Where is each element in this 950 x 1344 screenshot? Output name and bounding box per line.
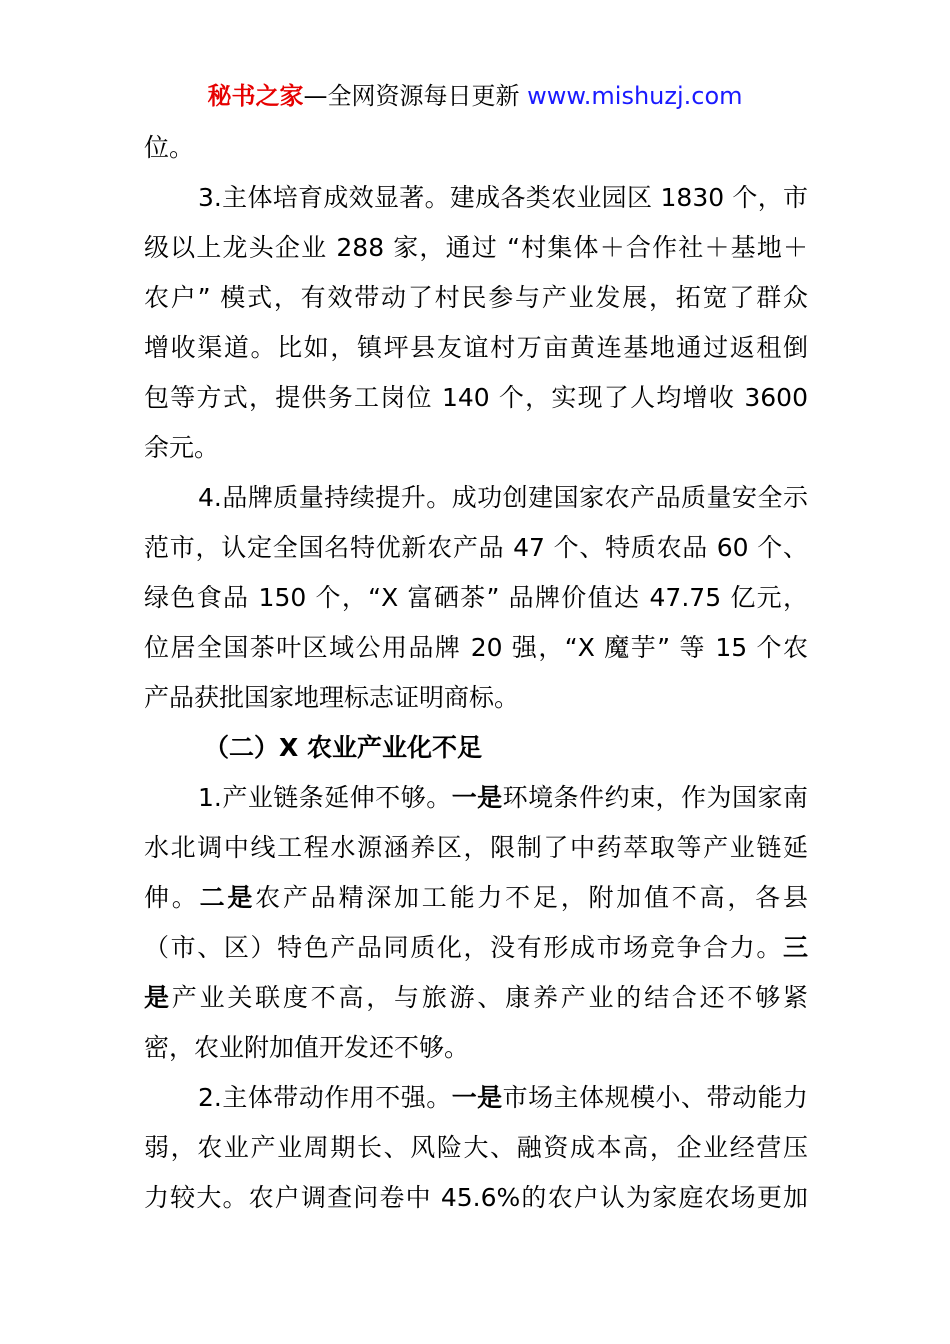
text-line: 级以上龙头企业 288 家，通过 “村集体＋合作社＋基地＋ [144, 233, 808, 262]
site-tagline: —全网资源每日更新 [303, 82, 528, 110]
text-line: 位居全国茶叶区域公用品牌 20 强，“X 魔芋” 等 15 个农 [144, 633, 808, 662]
text-line: 产品获批国家地理标志证明商标。 [144, 683, 520, 712]
site-url[interactable]: www.mishuzj.com [527, 82, 743, 110]
text-line: 增收渠道。比如，镇坪县友谊村万亩黄连基地通过返租倒 [144, 333, 808, 362]
text-line: 位。 [144, 133, 195, 162]
site-brand: 秘书之家 [207, 82, 304, 110]
text-line: 是产业关联度不高，与旅游、康养产业的结合还不够紧 [144, 983, 808, 1012]
paragraph-start-line: 4.品牌质量持续提升。成功创建国家农产品质量安全示 [198, 483, 808, 512]
site-header [0, 80, 950, 112]
text-line: 余元。 [144, 433, 220, 462]
text-line: 绿色食品 150 个，“X 富硒茶” 品牌价值达 47.75 亿元， [144, 583, 808, 612]
document-body [144, 123, 808, 1223]
text-line: 弱，农业产业周期长、风险大、融资成本高，企业经营压 [144, 1133, 808, 1162]
paragraph-start-line: 2.主体带动作用不强。一是市场主体规模小、带动能力 [198, 1083, 808, 1112]
section-heading: （二）X 农业产业化不足 [204, 733, 482, 762]
paragraph-start-line: 3.主体培育成效显著。建成各类农业园区 1830 个，市 [198, 183, 808, 212]
text-line: 农户” 模式，有效带动了村民参与产业发展，拓宽了群众 [144, 283, 808, 312]
text-line: 伸。二是农产品精深加工能力不足，附加值不高，各县 [144, 883, 808, 912]
text-line: （市、区）特色产品同质化，没有形成市场竞争合力。三 [144, 933, 808, 962]
text-line: 水北调中线工程水源涵养区，限制了中药萃取等产业链延 [144, 833, 808, 862]
text-line: 密，农业附加值开发还不够。 [144, 1033, 470, 1062]
text-line: 包等方式，提供务工岗位 140 个，实现了人均增收 3600 [144, 383, 808, 412]
paragraph-start-line: 1.产业链条延伸不够。一是环境条件约束，作为国家南 [198, 783, 808, 812]
text-line: 力较大。农户调查问卷中 45.6%的农户认为家庭农场更加 [144, 1183, 808, 1212]
text-line: 范市，认定全国名特优新农产品 47 个、特质农品 60 个、 [144, 533, 808, 562]
